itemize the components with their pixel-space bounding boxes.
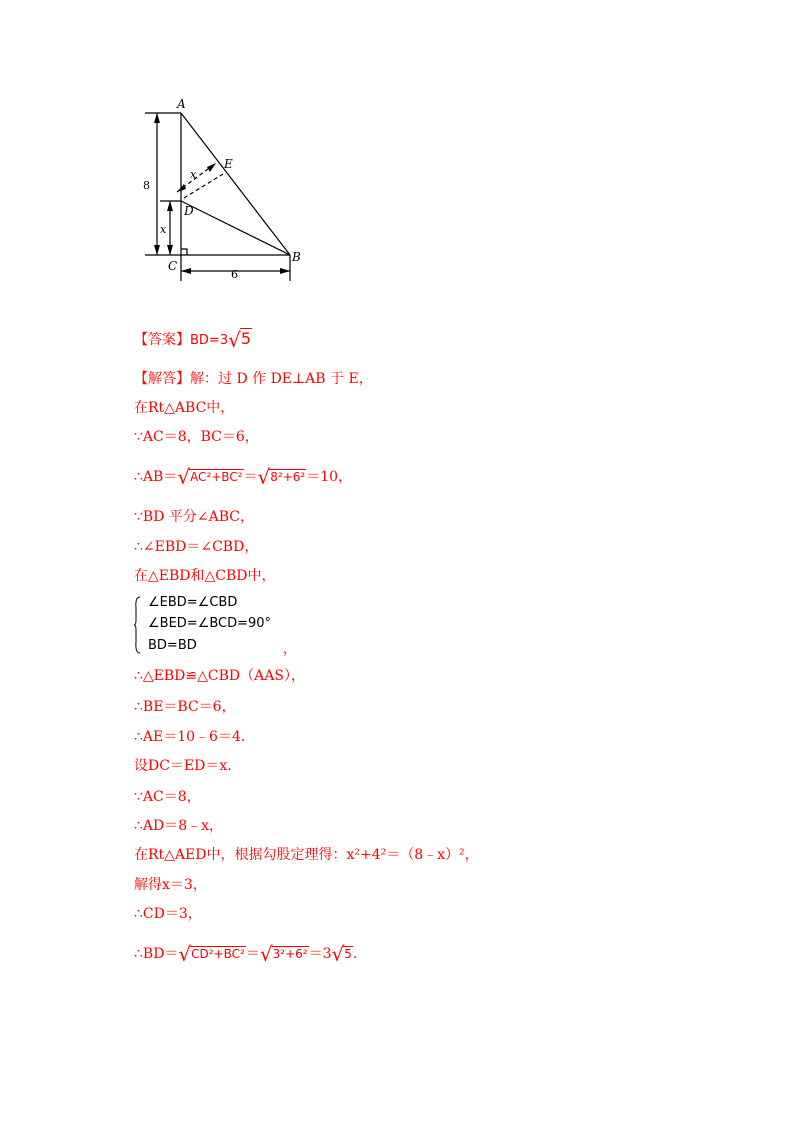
triangle-figure: [140, 95, 310, 290]
solution-line-11: 设DC＝ED＝x.: [134, 758, 232, 774]
label-length-x-dashed: x: [190, 168, 197, 181]
answer-radical: √5: [228, 328, 252, 352]
solution-tag: 【解答】: [134, 371, 190, 387]
label-length-x-left: x: [160, 223, 167, 236]
solution-line-1: [134, 370, 373, 388]
label-length-8: 8: [143, 179, 150, 192]
solution-line-16: ∴CD＝3，: [134, 906, 202, 922]
solution-line-15: 解得x＝3，: [134, 877, 207, 893]
ab-equals: ∴AB＝: [134, 469, 178, 485]
solution-line-7: 在△EBD和△CBD中，: [134, 568, 276, 584]
answer-tag: 【答案】: [134, 332, 190, 348]
solution-line-14: 在Rt△AED中，根据勾股定理得：x²+4²＝（8﹣x）²，: [134, 847, 479, 863]
system-comma: ，: [283, 642, 297, 657]
label-b: B: [292, 250, 301, 264]
answer-prefix: BD=3: [190, 333, 229, 348]
label-a: A: [177, 97, 186, 111]
solution-line-12: ∵AC＝8，: [134, 789, 201, 805]
label-c: C: [168, 259, 178, 273]
answer-line: [134, 330, 252, 350]
radical-cd-bc: √CD²+BC²: [178, 942, 245, 966]
solution-line-5: ∵BD 平分∠ABC，: [134, 509, 254, 525]
system-brace: [134, 596, 140, 654]
system-line-2: ∠BED=∠BCD=90°: [148, 616, 272, 631]
equals-sign: ＝: [243, 469, 258, 485]
label-e: E: [224, 157, 233, 171]
radical-3-6: √3²+6²: [259, 942, 308, 966]
solution-line-13: ∴AD＝8﹣x，: [134, 818, 224, 834]
solution-line-8: ∴△EBD≌△CBD（AAS），: [134, 668, 305, 684]
radical-ac-bc: √AC²+BC²: [177, 465, 243, 489]
solution-line-4: [134, 465, 353, 489]
ab-result: ＝10，: [306, 469, 353, 485]
radical-8-6: √8²+6²: [257, 465, 306, 489]
solution-line-10: ∴AE＝10﹣6＝4．: [134, 729, 255, 745]
solution-line-9: ∴BE＝BC＝6，: [134, 699, 236, 715]
solution-line-17: [134, 942, 358, 966]
system-line-3: BD=BD: [148, 638, 197, 653]
bd-equals: ∴BD＝: [134, 946, 179, 962]
radical-5: √5: [331, 942, 352, 966]
solution-line-6: ∴∠EBD＝∠CBD，: [134, 539, 259, 555]
label-d: D: [184, 204, 194, 218]
equals-sign-2: ＝: [245, 946, 260, 962]
bd-coefficient: ＝3: [308, 946, 332, 962]
final-period: .: [352, 946, 358, 962]
label-length-6: 6: [231, 268, 238, 281]
solution-text-1: 解：过 D 作 DE⊥AB 于 E，: [190, 371, 373, 387]
solution-line-2: 在Rt△ABC中，: [134, 400, 235, 416]
system-line-1: ∠EBD=∠CBD: [148, 595, 238, 610]
solution-line-3: ∵AC＝8，BC＝6，: [134, 429, 259, 445]
